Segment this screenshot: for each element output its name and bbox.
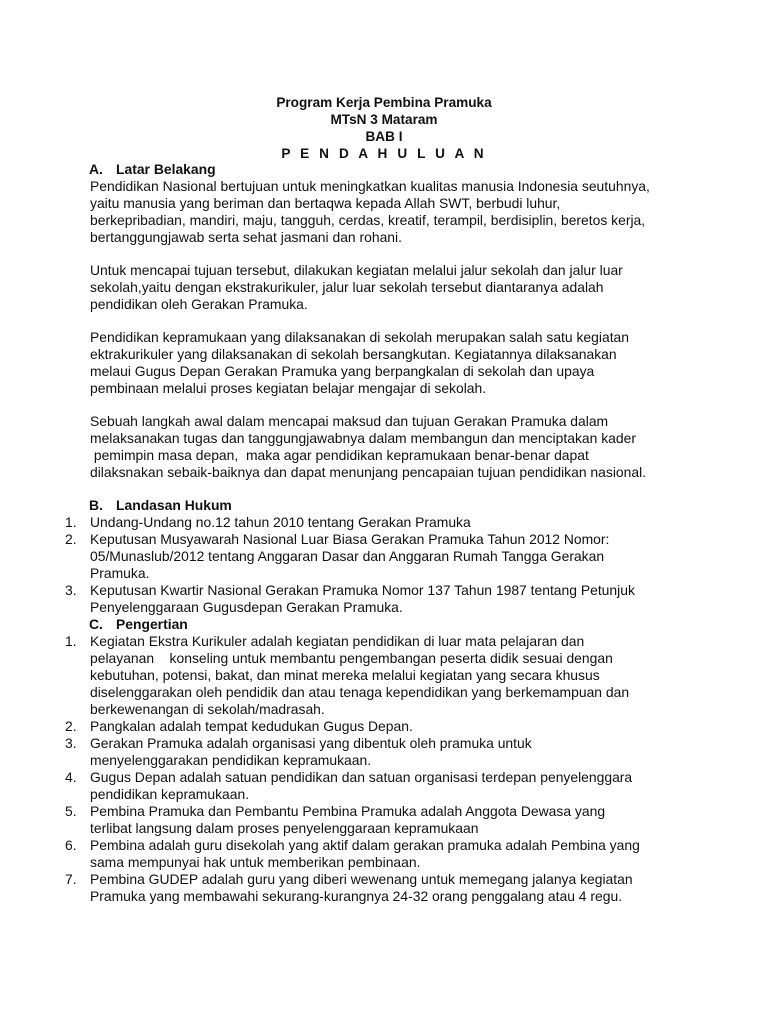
school-name: MTsN 3 Mataram	[330, 112, 438, 127]
text-line: Keputusan Kwartir Nasional Gerakan Pramuka Nomor 137 Tahun 1987 tentang Petunjuk	[90, 582, 635, 598]
numbered-list-pengertian	[65, 633, 690, 905]
text-line: Undang-Undang no.12 tahun 2010 tentang Gerakan Pramuka	[90, 514, 471, 530]
text-line: berkepribadian, mandiri, maju, tangguh, cerdas, kreatif, terampil, berdisiplin, beretos kerja,	[90, 212, 646, 228]
paragraph	[90, 413, 690, 481]
document-title-block	[0, 94, 768, 162]
text-line: Pembina GUDEP adalah guru yang diberi wewenang untuk memegang jalanya kegiatan	[90, 871, 633, 887]
section-heading-pengertian	[89, 616, 690, 633]
text-line: yaitu manusia yang beriman dan bertaqwa kepada Allah SWT, berbudi luhur,	[90, 195, 561, 211]
list-item	[65, 514, 690, 531]
text-line: sama mempunyai hak untuk memberikan pembinaan.	[90, 854, 421, 870]
text-line: pelayanan konseling untuk membantu pengembangan peserta didik sesuai dengan	[90, 650, 613, 666]
list-number: 3.	[65, 582, 77, 598]
list-item	[65, 769, 690, 803]
list-item	[65, 803, 690, 837]
list-number: 1.	[65, 633, 77, 649]
list-item	[65, 633, 690, 718]
text-line: dilaksnakan sebaik-baiknya dan dapat menunjang pencapaian tujuan pendidikan nasional.	[90, 464, 647, 480]
text-line: Pembina Pramuka dan Pembantu Pembina Pramuka adalah Anggota Dewasa yang	[90, 803, 606, 819]
list-item	[65, 718, 690, 735]
list-number: 4.	[65, 769, 77, 785]
text-line: diselenggarakan oleh pendidik dan atau tenaga kependidikan yang berkemampuan dan	[90, 684, 630, 700]
text-line: Kegiatan Ekstra Kurikuler adalah kegiatan pendidikan di luar mata pelajaran dan	[90, 633, 585, 649]
text-line: melaui Gugus Depan Gerakan Pramuka yang berpangkalan di sekolah dan upaya	[90, 363, 595, 379]
list-item	[65, 582, 690, 616]
text-line: melaksanakan tugas dan tanggungjawabnya dalam membangun dan menciptakan kader	[90, 430, 636, 446]
text-line: Sebuah langkah awal dalam mencapai maksud dan tujuan Gerakan Pramuka dalam	[90, 413, 609, 429]
list-item	[65, 871, 690, 905]
text-line: ektrakurikuler yang dilaksanakan di sekolah bersangkutan. Kegiatannya dilaksanakan	[90, 346, 617, 362]
list-number: 5.	[65, 803, 77, 819]
text-line: pembinaan melalui proses kegiatan belajar mengajar di sekolah.	[90, 380, 487, 396]
list-number: 7.	[65, 871, 77, 887]
document-title: Program Kerja Pembina Pramuka	[276, 95, 492, 110]
text-line: pendidikan kepramukaan.	[90, 786, 250, 802]
section-title: Latar Belakang	[116, 161, 216, 177]
list-number: 2.	[65, 718, 77, 734]
text-line: Keputusan Musyawarah Nasional Luar Biasa Gerakan Pramuka Tahun 2012 Nomor:	[90, 531, 610, 547]
list-item	[65, 837, 690, 871]
text-line: sekolah,yaitu dengan ekstrakurikuler, jalur luar sekolah tersebut diantaranya adalah	[90, 279, 604, 295]
text-line: Pangkalan adalah tempat kedudukan Gugus Depan.	[90, 718, 413, 734]
text-line: bertanggungjawab serta sehat jasmani dan rohani.	[90, 229, 402, 245]
text-line: Gugus Depan adalah satuan pendidikan dan satuan organisasi terdepan penyelenggara	[90, 769, 633, 785]
text-line: terlibat langsung dalam proses penyelenggaraan kepramukaan	[90, 820, 479, 836]
section-letter: A.	[89, 161, 103, 177]
section-heading-landasan-hukum	[89, 497, 690, 514]
text-line: kebutuhan, potensi, bakat, dan minat mereka melalui kegiatan yang secara khusus	[90, 667, 600, 683]
text-line: Penyelenggaraan Gugusdepan Gerakan Pramuka.	[90, 599, 403, 615]
section-title: Pengertian	[116, 616, 188, 632]
list-number: 1.	[65, 514, 77, 530]
text-line: Untuk mencapai tujuan tersebut, dilakukan kegiatan melalui jalur sekolah dan jalur luar	[90, 262, 623, 278]
section-title: Landasan Hukum	[116, 497, 232, 513]
list-item	[65, 531, 690, 582]
chapter-number: BAB I	[365, 129, 403, 144]
text-line: Pramuka yang membawahi sekurang-kurangnya 24-32 orang penggalang atau 4 regu.	[90, 888, 623, 904]
paragraph	[90, 262, 690, 313]
section-letter: C.	[89, 616, 103, 632]
text-line: menyelenggarakan pendidikan kepramukaan.	[90, 752, 372, 768]
text-line: 05/Munaslub/2012 tentang Anggaran Dasar dan Anggaran Rumah Tangga Gerakan	[90, 548, 605, 564]
list-item	[65, 735, 690, 769]
paragraph	[90, 178, 690, 246]
text-line: Pendidikan Nasional bertujuan untuk meningkatkan kualitas manusia Indonesia seutuhnya,	[90, 178, 650, 194]
chapter-title: P E N D A H U L U A N	[281, 146, 487, 161]
text-line: pendidikan oleh Gerakan Pramuka.	[90, 296, 308, 312]
text-line: Gerakan Pramuka adalah organisasi yang dibentuk oleh pramuka untuk	[90, 735, 532, 751]
document-body	[65, 161, 690, 905]
list-number: 3.	[65, 735, 77, 751]
list-number: 6.	[65, 837, 77, 853]
paragraph	[90, 329, 690, 397]
text-line: Pramuka.	[90, 565, 150, 581]
text-line: Pembina adalah guru disekolah yang aktif dalam gerakan pramuka adalah Pembina yang	[90, 837, 640, 853]
section-heading-latar-belakang	[89, 161, 690, 178]
list-number: 2.	[65, 531, 77, 547]
section-letter: B.	[89, 497, 103, 513]
text-line: berkewenangan di sekolah/madrasah.	[90, 701, 325, 717]
text-line: Pendidikan kepramukaan yang dilaksanakan di sekolah merupakan salah satu kegiatan	[90, 329, 630, 345]
numbered-list-landasan-hukum	[65, 514, 690, 616]
text-line: pemimpin masa depan, maka agar pendidikan kepramukaan benar-benar dapat	[90, 447, 589, 463]
